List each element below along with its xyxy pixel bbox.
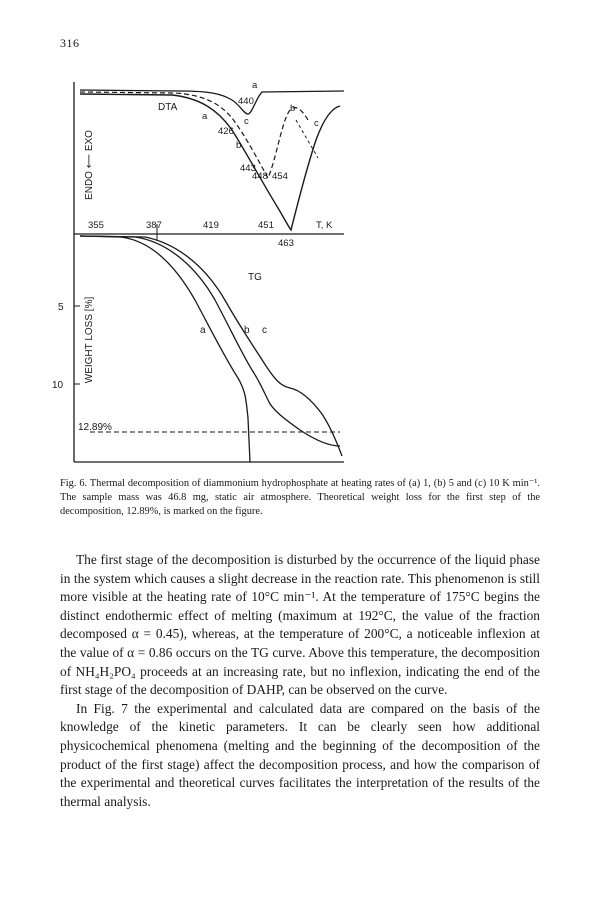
label-440: 440 — [238, 96, 254, 107]
dta-label: DTA — [158, 102, 178, 113]
page-number: 316 — [60, 36, 80, 50]
label-a-mid: a — [202, 111, 208, 122]
dta-curve-c — [80, 94, 340, 230]
label-b-mid: b — [236, 140, 242, 151]
t-axis-label: T, K — [316, 220, 333, 231]
tick-387: 387 — [146, 220, 162, 231]
label-448: 448 — [252, 171, 268, 182]
dta-panel — [80, 80, 344, 249]
tg-label: TG — [248, 272, 262, 283]
label-a-top: a — [252, 80, 258, 91]
tg-curve-b — [80, 236, 340, 446]
caption-prefix: Fig. 6. — [60, 478, 88, 489]
dta-curve-b — [80, 92, 308, 178]
label-426: 426 — [218, 126, 234, 137]
dta-axis-label: ENDO ⟵ EXO — [84, 130, 95, 200]
label-c-top: c — [314, 118, 319, 129]
tick-355: 355 — [88, 220, 104, 231]
label-b-top: b — [290, 103, 296, 114]
paragraph-2: In Fig. 7 the experimental and calculated data are compared on the basis of the knowledge of the kinetic parameters. It can be clearly seen how additional physicochemical phenomena (melting and the beginning of the decomposition of the product of the first stage) affect the decomposition process, and how the comparison of the experimental and theoretical curves facilitates the interpretation of the results of the thermal analysis. — [60, 700, 540, 809]
dta-curve-a — [80, 90, 344, 114]
tg-tick-5: 5 — [58, 302, 64, 313]
tick-419: 419 — [203, 220, 219, 231]
tg-tick-10: 10 — [52, 380, 64, 391]
tg-y-axis — [52, 302, 80, 391]
figure-frame — [74, 82, 344, 462]
tick-451: 451 — [258, 220, 274, 231]
theoretical-loss-label: 12.89% — [78, 422, 112, 433]
tg-panel — [52, 236, 342, 462]
tg-curve-labels — [200, 325, 267, 336]
caption-text: Thermal decomposition of diammonium hydrophosphate at heating rates of (a) 1, (b) 5 and (c) 10 K min⁻¹. The sample mass was 46.8 mg, static air atmosphere. Theoretical weight loss for the first step of the decomposition, 12.89%, is marked on the figure. — [60, 478, 540, 517]
tg-label-b: b — [244, 325, 250, 336]
label-463: 463 — [278, 238, 294, 249]
body-text — [60, 551, 540, 811]
label-454: 454 — [272, 171, 288, 182]
tg-label-a: a — [200, 325, 206, 336]
figure-caption — [60, 477, 540, 519]
paragraph-1: The first stage of the decomposition is disturbed by the occurrence of the liquid phase in the system which causes a slight decrease in the reaction rate. This phenomenon is still more visible at the heating rate of 10°C min⁻¹. At the temperature of 175°C begins the distinct endothermic effect of melting (maximum at 192°C, the value of the fraction decomposed α = 0.45), whereas, at the temperature of 200°C, a noticeable inflexion at the value of α = 0.86 occurs on the TG curve. Above this temperature, the decomposition of NH₄H₂PO₄ proceeds at an increasing rate, but no inflexion, indicating the end of the first stage of the decomposition of DAHP, can be observed on the curve. — [60, 552, 540, 698]
label-443: 443 — [240, 163, 256, 174]
label-c-mid: c — [244, 116, 249, 127]
tg-curve-c — [80, 236, 342, 456]
tg-axis-label: WEIGHT LOSS [%] — [84, 296, 95, 384]
tg-label-c: c — [262, 325, 267, 336]
